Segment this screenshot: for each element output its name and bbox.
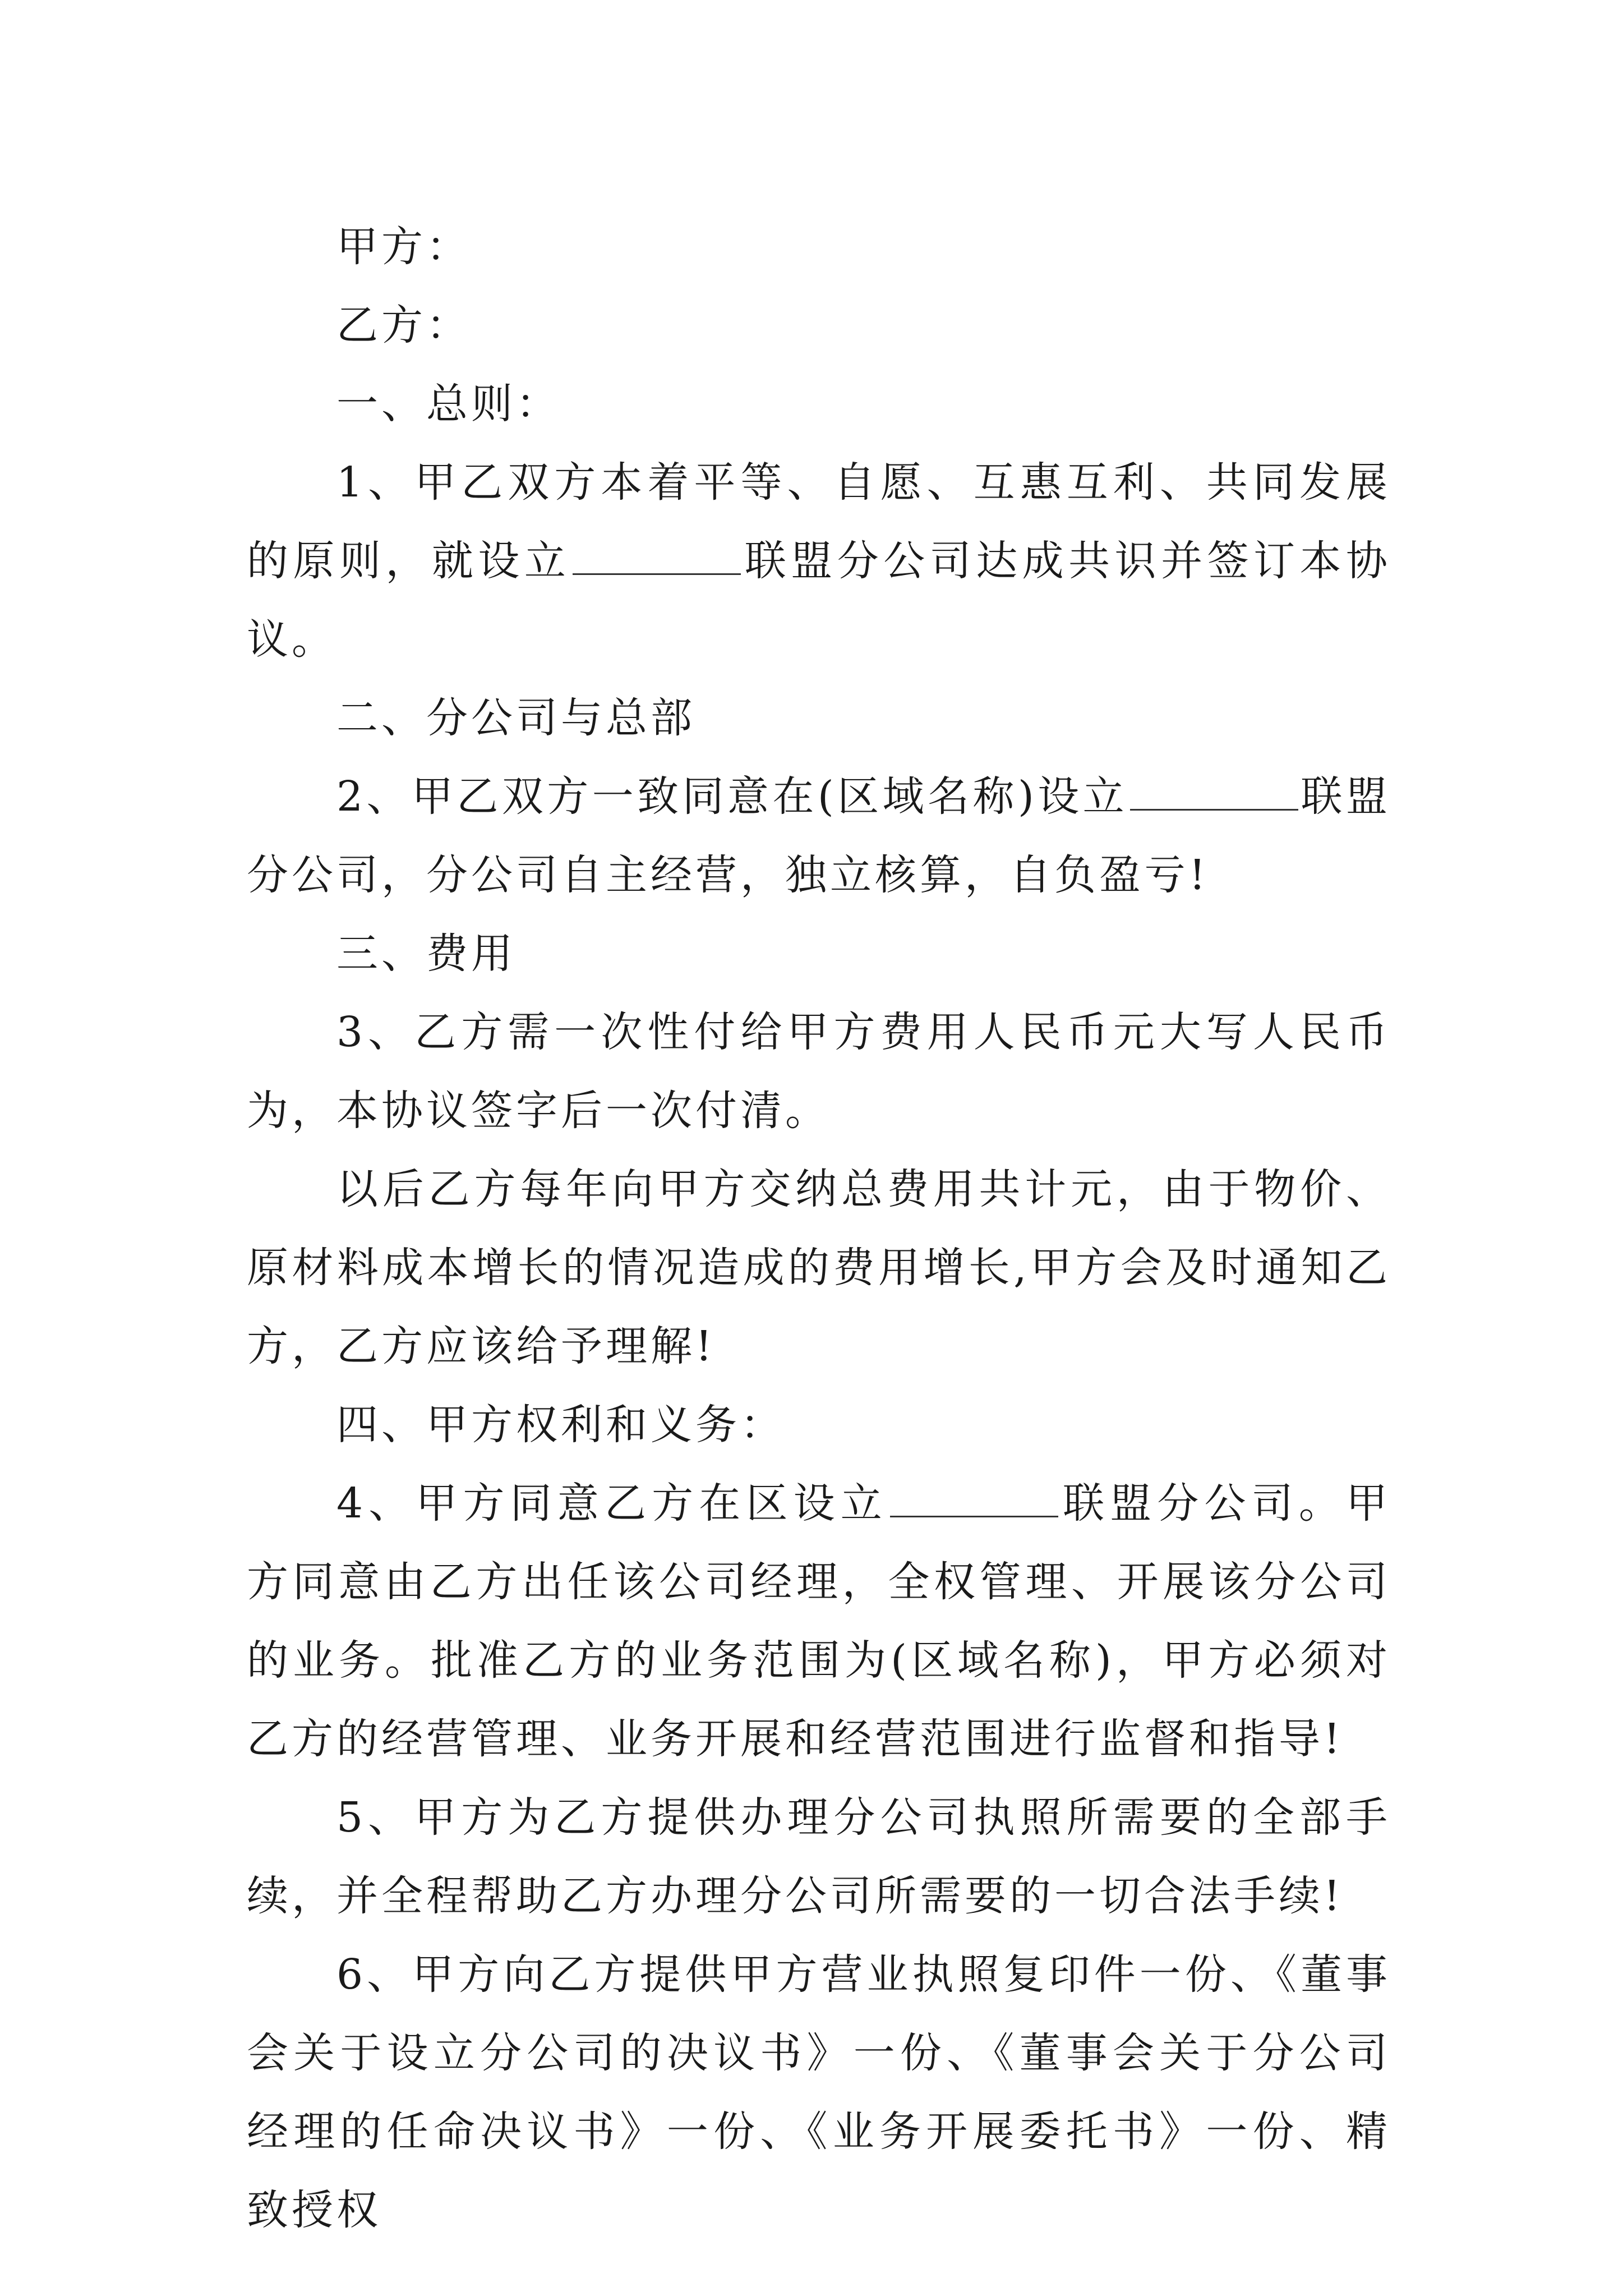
blank-line: [890, 1482, 1058, 1517]
clause-1-text-b: 联盟分公司达成共识并签订本协议。: [247, 537, 1391, 664]
section-4-title: 四、甲方权利和义务：: [336, 1401, 785, 1449]
clause-4-text-b: 联盟分公司。甲方同意由乙方出任该公司经理，全权管理、开展该分公司的业务。批准乙方的业务范围为(区域名称)，甲方必须对乙方的经营管理、业务开展和经营范围进行监督和指导!: [247, 1479, 1391, 1763]
document-body: [247, 208, 1391, 2249]
clause-2-text-a: 2、甲乙双方一致同意在(区域名称)设立: [336, 772, 1128, 821]
party-b-line: 乙方：: [336, 301, 471, 349]
section-3-title: 三、费用: [336, 930, 516, 978]
clause-1: [247, 443, 1391, 679]
blank-line: [1130, 775, 1298, 811]
blank-line: [573, 540, 741, 575]
clause-4-text-a: 4、甲方同意乙方在区设立: [336, 1479, 888, 1527]
section-2-title: 二、分公司与总部: [336, 694, 695, 742]
clause-5: 5、甲方为乙方提供办理分公司执照所需要的全部手续，并全程帮助乙方办理分公司所需要的一切合法手续!: [247, 1793, 1391, 1920]
clause-1-text-a: 1、甲乙双方本着平等、自愿、互惠互利、共同发展的原则，就设立: [247, 458, 1391, 585]
party-a-line: 甲方：: [336, 223, 471, 271]
clause-3-continued: 以后乙方每年向甲方交纳总费用共计元，由于物价、原材料成本增长的情况造成的费用增长,甲方会及时通知乙方，乙方应该给予理解!: [247, 1165, 1391, 1370]
clause-2-text-b: 联盟分公司，分公司自主经营，独立核算，自负盈亏!: [247, 772, 1391, 899]
section-1-title: 一、总则：: [336, 380, 561, 428]
clause-4: [247, 1464, 1391, 1778]
clause-3: 3、乙方需一次性付给甲方费用人民币元大写人民币为，本协议签字后一次付清。: [247, 1008, 1391, 1135]
clause-6: 6、甲方向乙方提供甲方营业执照复印件一份、《董事会关于设立分公司的决议书》一份、《董事会关于分公司经理的任命决议书》一份、《业务开展委托书》一份、精致授权: [247, 1950, 1391, 2234]
clause-2: [247, 757, 1391, 914]
